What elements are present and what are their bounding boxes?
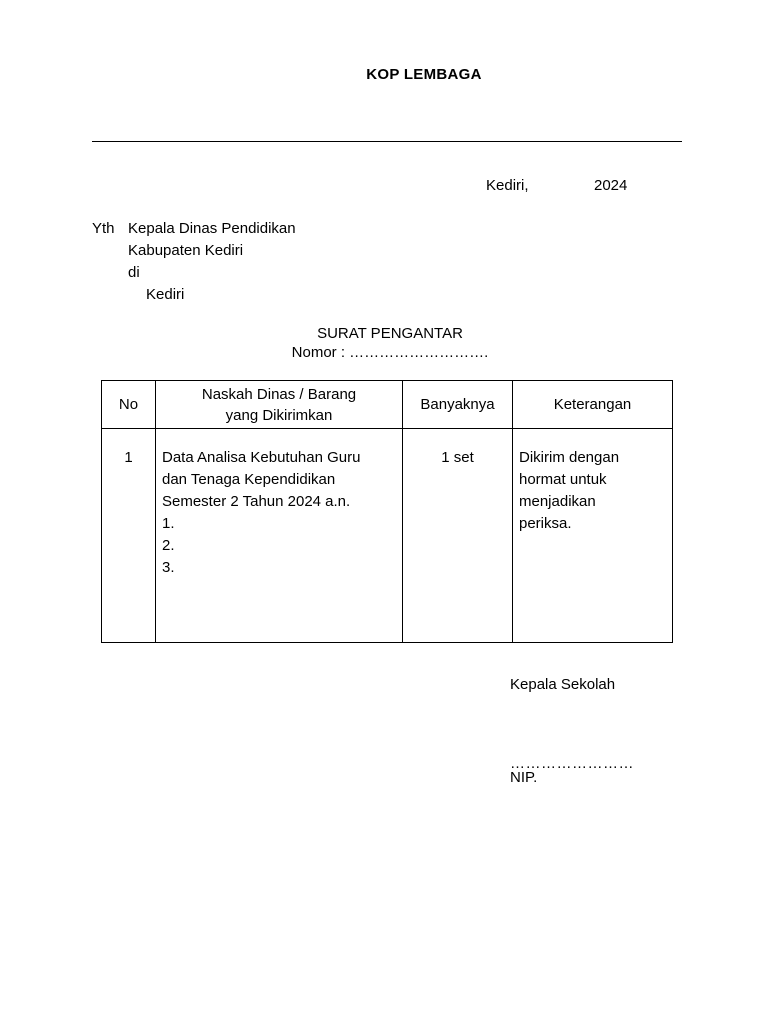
item-line: 1. (162, 515, 175, 532)
recipient-line-4: Kediri (146, 286, 185, 303)
item-line: dan Tenaga Kependidikan (162, 471, 336, 488)
header-note: Keterangan (513, 381, 673, 429)
table-header-row (102, 381, 673, 429)
item-line: 2. (162, 537, 175, 554)
date-city: Kediri, (486, 177, 529, 194)
letterhead-title: KOP LEMBAGA (366, 66, 482, 83)
note-line: hormat untuk (519, 471, 607, 488)
recipient-line-2: Kabupaten Kediri (128, 242, 244, 259)
items-table (101, 380, 673, 643)
note-line: periksa. (519, 515, 572, 532)
cell-item (156, 429, 403, 643)
header-qty: Banyaknya (403, 381, 513, 429)
header-item-line-2: yang Dikirimkan (225, 406, 333, 424)
table-row (102, 429, 673, 643)
item-line: 3. (162, 559, 175, 576)
letter-number: Nomor : ………………………. (291, 344, 489, 361)
letter-title: SURAT PENGANTAR (317, 325, 463, 342)
item-line: Data Analisa Kebutuhan Guru (162, 449, 361, 466)
signatory-name-placeholder: …………………… (510, 755, 634, 772)
letterhead-divider (92, 141, 682, 142)
recipient-line-1: Kepala Dinas Pendidikan (128, 220, 296, 237)
note-line: Dikirim dengan (519, 449, 620, 466)
recipient-prefix: Yth (92, 220, 115, 237)
header-no: No (102, 381, 156, 429)
date-year: 2024 (594, 177, 628, 194)
recipient-line-3: di (128, 264, 140, 281)
signatory-nip: NIP. (510, 769, 538, 786)
signatory-role: Kepala Sekolah (510, 676, 616, 693)
note-line: menjadikan (519, 493, 596, 510)
cell-note (513, 429, 673, 643)
cell-qty: 1 set (403, 429, 513, 643)
header-item (156, 381, 403, 429)
header-item-line-1: Naskah Dinas / Barang (201, 385, 357, 403)
cell-no: 1 (102, 429, 156, 643)
item-line: Semester 2 Tahun 2024 a.n. (162, 493, 351, 510)
